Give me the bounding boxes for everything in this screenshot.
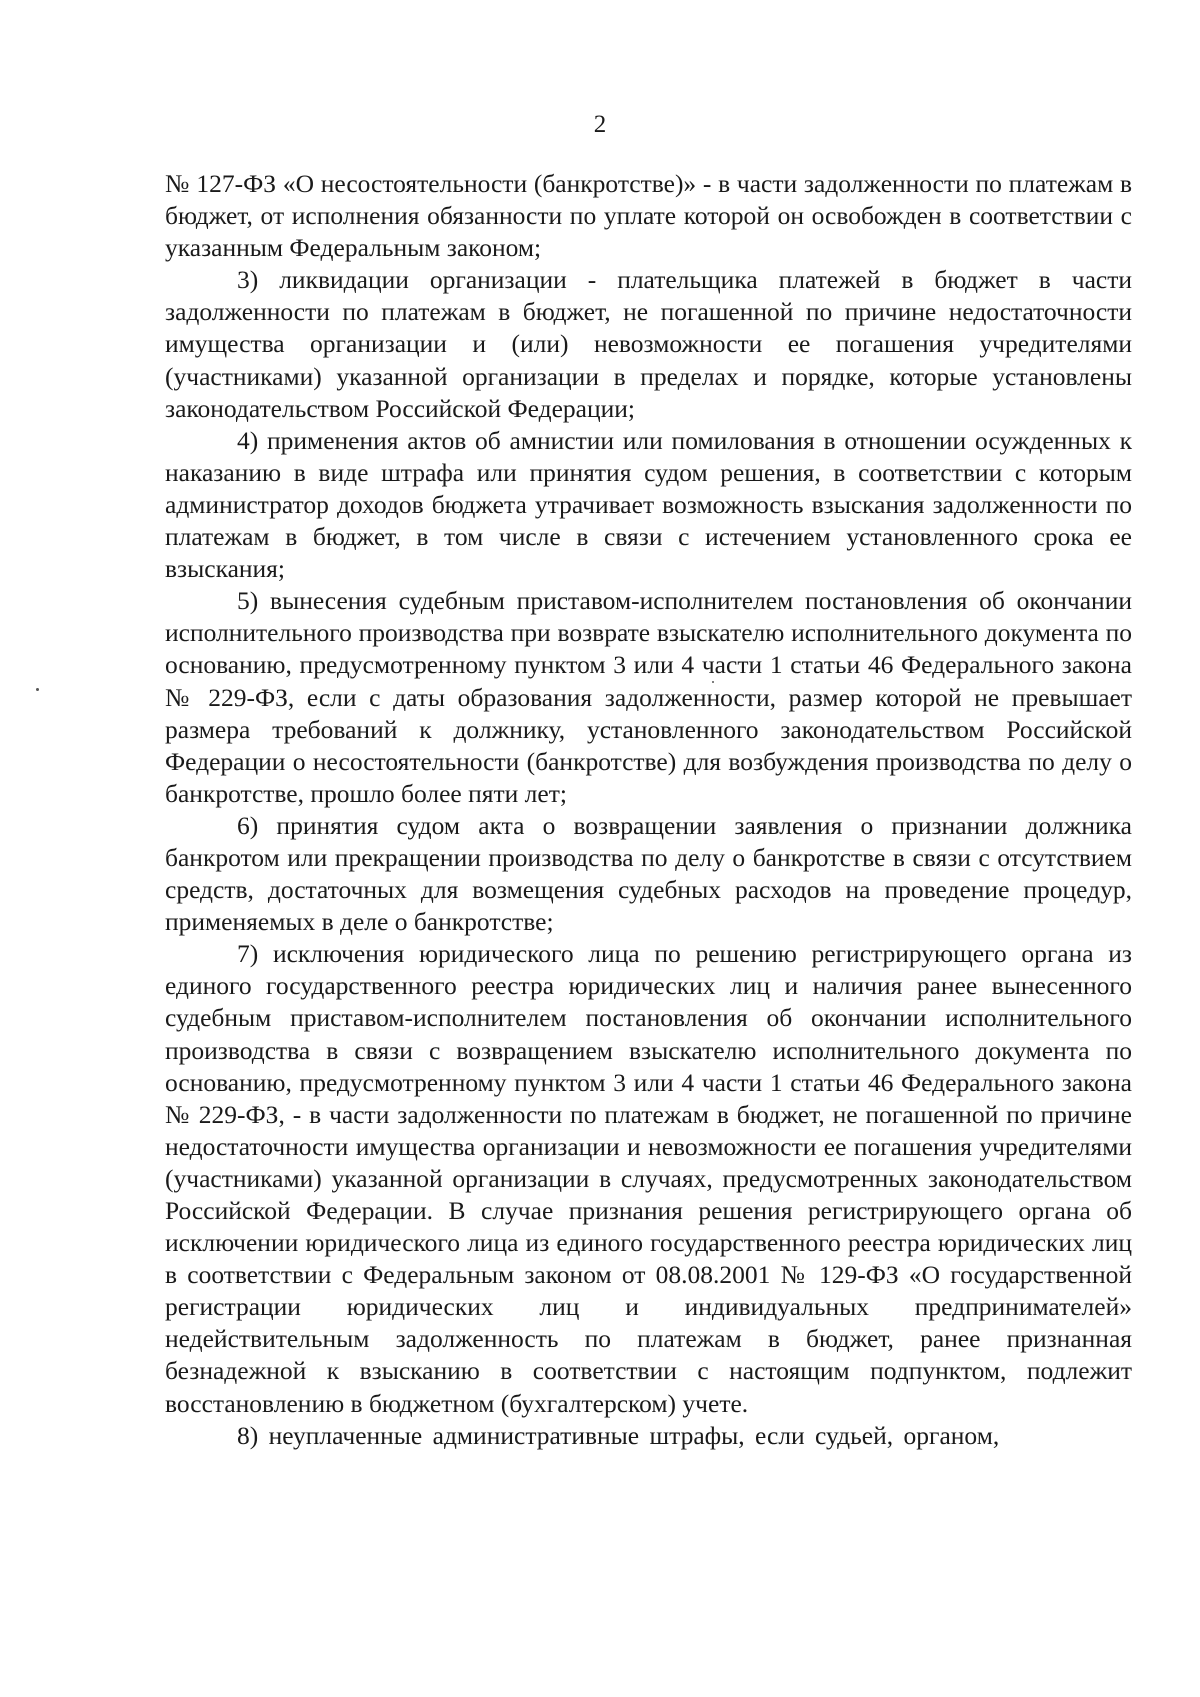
paragraph-item-6: 6) принятия судом акта о возвращении заявления о признании должника банкротом или прекращении производства по делу о банкротстве в связи с отсутствием средств, достаточных для возмещения судебных расходов на проведение процедур, применяемых в деле о банкротстве; bbox=[165, 810, 1132, 937]
page-number: 2 bbox=[593, 111, 607, 138]
paragraph-item-4: 4) применения актов об амнистии или помилования в отношении осужденных к наказанию в виде штрафа или принятия судом решения, в соответствии с которым администратор доходов бюджета утрачивает возможность взыскания задолженности по платежам в бюджет, в том числе в связи с истечением установленного срока ее взыскания; bbox=[165, 425, 1132, 584]
paragraph-item-8: 8) неуплаченные административные штрафы, если судьей, органом, bbox=[237, 1420, 1000, 1450]
paragraph-continuation: № 127-ФЗ «О несостоятельности (банкротстве)» - в части задолженности по платежам в бюджет, от исполнения обязанности по уплате которой он освобожден в соответствии с указанным Федеральным законом; bbox=[165, 169, 1132, 263]
paragraph-item-5: 5) вынесения судебным приставом-исполнителем постановления об окончании исполнительного производства при возврате взыскателю исполнительного документа по основанию, предусмотренному пунктом 3 или 4 части 1 статьи 46 Федерального закона № 229-ФЗ, если с даты образования задолженности, размер которой не превышает размера требований к должнику, установленного законодательством Российской Федерации о несостоятельности (банкротстве) для возбуждения производства по делу о банкротстве, прошло более пяти лет; bbox=[165, 586, 1132, 808]
document-body bbox=[165, 168, 1132, 1452]
paragraph-item-7: 7) исключения юридического лица по решению регистрирующего органа из единого государственного реестра юридических лиц и наличия ранее вынесенного судебным приставом-исполнителем постановления об окончании исполнительного производства в связи с возвращением взыскателю исполнительного документа по основанию, предусмотренному пунктом 3 или 4 части 1 статьи 46 Федерального закона № 229-ФЗ, - в части задолженности по платежам в бюджет, не погашенной по причине недостаточности имущества организации и невозможности ее погашения учредителями (участниками) указанной организации в случаях, предусмотренных законодательством Российской Федерации. В случае признания решения регистрирующего органа об исключении юридического лица из единого государственного реестра юридических лиц в соответствии с Федеральным законом от 08.08.2001 № 129-ФЗ «О государственной регистрации юридических лиц и индивидуальных предпринимателей» недействительным задолженность по платежам в бюджет, ранее признанная безнадежной к взысканию в соответствии с настоящим подпунктом, подлежит восстановлению в бюджетном (бухгалтерском) учете. bbox=[165, 939, 1132, 1418]
scan-speck bbox=[712, 681, 714, 683]
scan-speck bbox=[36, 688, 39, 691]
paragraph-item-3: 3) ликвидации организации - плательщика платежей в бюджет в части задолженности по платежам в бюджет, не погашенной по причине недостаточности имущества организации и (или) невозможности ее погашения учредителями (участниками) указанной организации в пределах и порядке, которые установлены законодательством Российской Федерации; bbox=[165, 265, 1132, 423]
